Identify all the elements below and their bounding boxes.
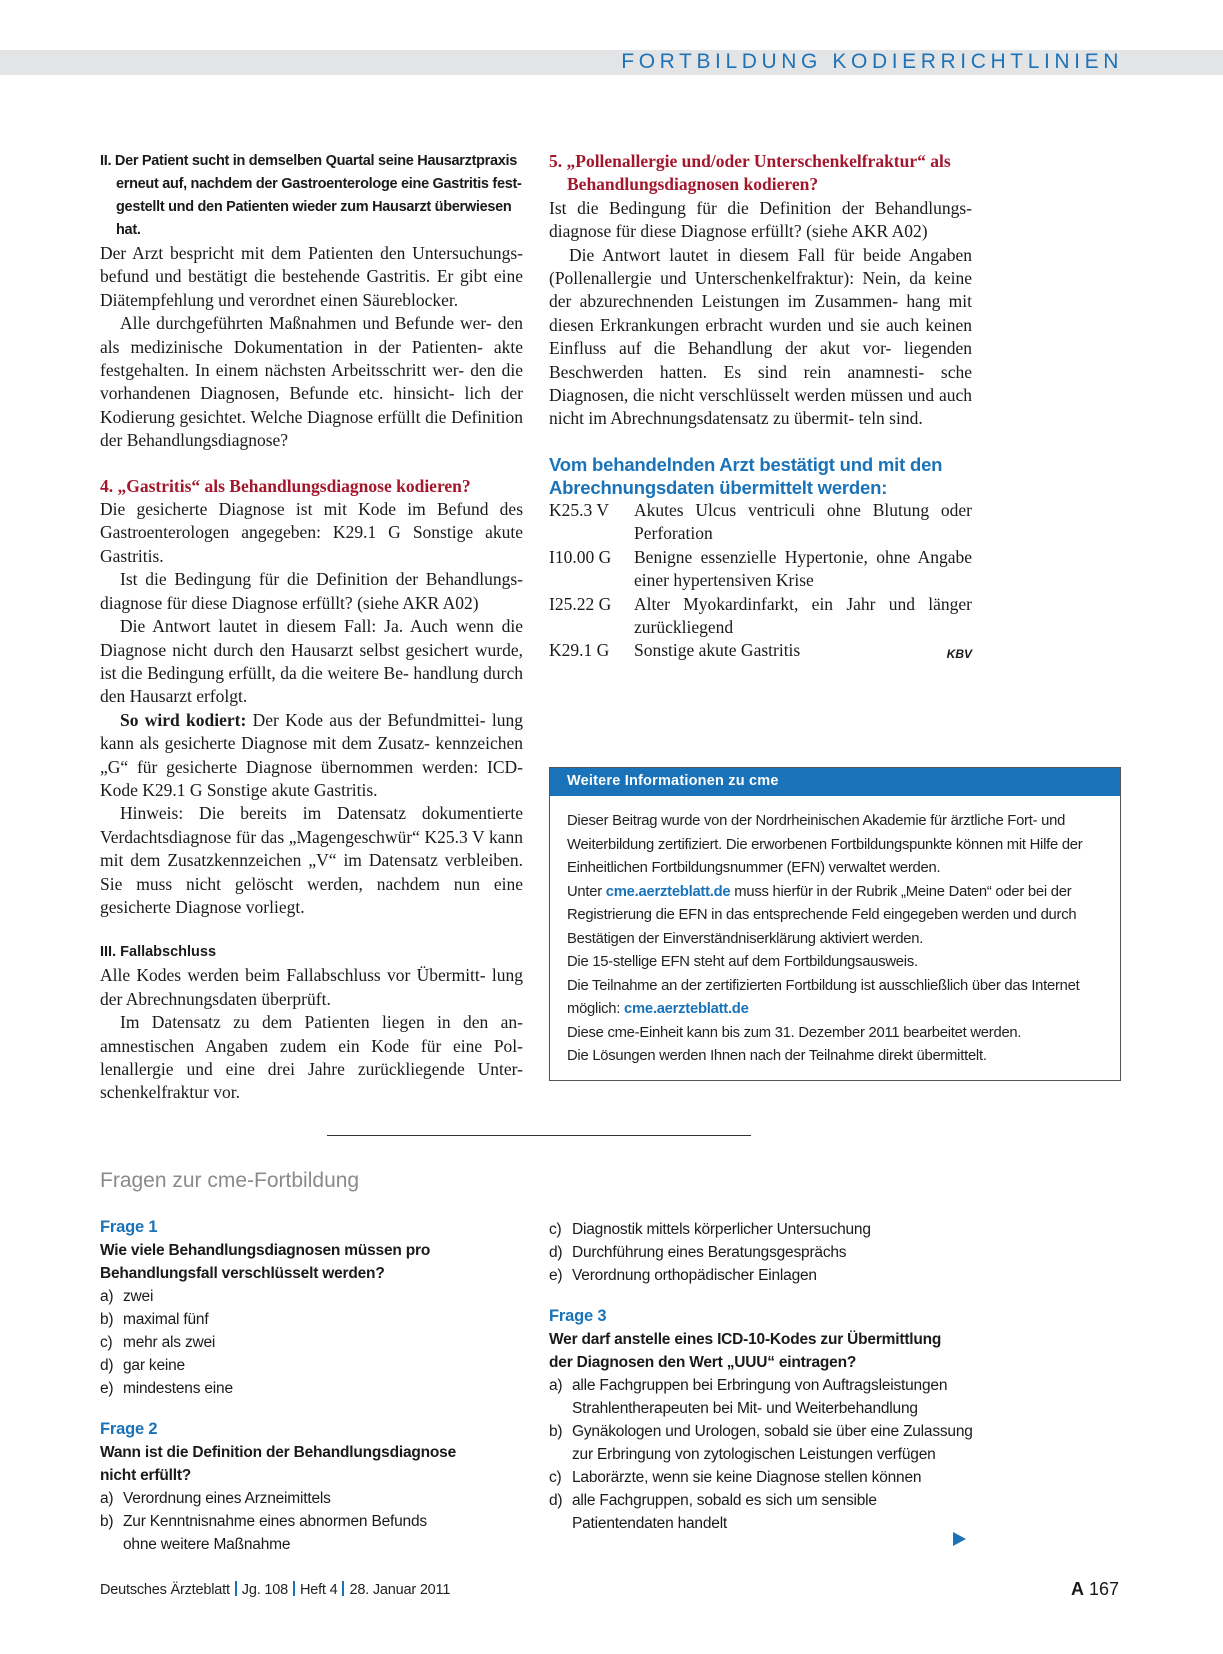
section-title: FORTBILDUNG KODIERRICHTLINIEN (621, 50, 1123, 73)
answer-option[interactable] (100, 1308, 520, 1331)
issue: Heft 4 (299, 1582, 338, 1598)
code-row (549, 639, 972, 666)
answer-text: alle Fachgruppen, sobald es sich um sensible Patientendaten handelt (572, 1492, 877, 1532)
answer-text: Durchführung eines Beratungsgesprächs (572, 1244, 847, 1261)
question-text: Wer darf anstelle eines ICD-10-Kodes zur Übermittlung der Diagnosen den Wert „UUU“ eintragen? (549, 1331, 942, 1371)
separator (293, 1581, 295, 1596)
answer-text: maximal fünf (123, 1311, 209, 1328)
answer-option[interactable] (549, 1420, 979, 1466)
paragraph: Im Datensatz zu dem Patienten liegen in den an- amnestischen Angaben zudem ein Kode für eine Pol- lenallergie und eine drei Jahre zurückliegende Unter- schenkelfraktur vor. (100, 1012, 523, 1103)
separator (235, 1581, 237, 1596)
answer-text: Zur Kenntnisnahme eines abnormen Befunds ohne weitere Maßnahme (123, 1513, 427, 1553)
info-text-part: muss hierfür in der Rubrik „Meine Daten“ oder bei der Registrierung die EFN in das entsprechende Feld eingegeben werden und durch Bestätigen der Einverständniserklärung aktiviert werden. (567, 883, 1077, 947)
footer (100, 1580, 450, 1600)
right-column (549, 150, 972, 667)
answer-option[interactable] (549, 1241, 989, 1264)
info-text: Die 15-stellige EFN steht auf dem Fortbildungsausweis. (567, 954, 918, 970)
answer-text: Diagnostik mittels körperlicher Untersuchung (572, 1221, 871, 1238)
answer-text: mehr als zwei (123, 1334, 216, 1351)
heading-4: 4. „Gastritis“ als Behandlungsdiagnose kodieren? (100, 475, 471, 496)
question-label: Frage 2 (100, 1420, 158, 1438)
paragraph: Die Antwort lautet in diesem Fall: Ja. Auch wenn die Diagnose nicht durch den Hausarzt selbst gesichert wurde, ist die Bedingung erfüllt, da die weitere Be- handlung durch den Hausarzt erfolgt. (100, 616, 523, 707)
answer-option[interactable] (100, 1487, 520, 1510)
paragraph: Alle Kodes werden beim Fallabschluss vor Übermitt- lung der Abrechnungsdaten überprüft. (100, 965, 523, 1009)
answer-letter: e) (100, 1380, 114, 1397)
icd-description: Akutes Ulcus ventriculi ohne Blutung oder Perforation (634, 499, 972, 544)
answer-text: zwei (123, 1288, 154, 1305)
answer-text: Gynäkologen und Urologen, sobald sie über eine Zulassung zur Erbringung von zytologischen Leistungen verfügen (572, 1423, 973, 1463)
divider (327, 1135, 751, 1136)
answer-option[interactable] (100, 1331, 520, 1354)
quiz-title: Fragen zur cme-Fortbildung (100, 1169, 360, 1192)
icd-description-text: Sonstige akute Gastritis (634, 640, 801, 661)
answer-letter: d) (549, 1492, 563, 1509)
separator (342, 1581, 344, 1596)
info-box-title: Weitere Informationen zu cme (550, 768, 1120, 796)
issue-date: 28. Januar 2011 (349, 1582, 451, 1598)
question-label: Frage 3 (549, 1307, 607, 1325)
page-number-value: 167 (1088, 1579, 1119, 1599)
answer-letter: b) (100, 1513, 114, 1530)
info-box-body (550, 796, 1120, 1069)
answer-text: gar keine (123, 1357, 185, 1374)
cme-info-box (549, 767, 1121, 1081)
quiz-column-left (100, 1216, 520, 1556)
quiz-column-right (549, 1218, 989, 1535)
answer-letter: a) (100, 1490, 114, 1507)
answer-letter: b) (100, 1311, 114, 1328)
answer-option[interactable] (100, 1377, 520, 1400)
question-text: Wann ist die Definition der Behandlungsdiagnose nicht erfüllt? (100, 1444, 457, 1484)
answer-option[interactable] (100, 1285, 520, 1308)
info-text: Dieser Beitrag wurde von der Nordrheinischen Akademie für ärztliche Fort- und Weiterbildung zertifiziert. Die erworbenen Fortbildungspunkte können mit Hilfe der Einheitlichen Fortbildungsnummer (EFN) verwaltet werden. (567, 813, 1083, 876)
icd-code: I25.22 G (549, 593, 612, 614)
answer-option[interactable] (549, 1489, 909, 1535)
paragraph: Die gesicherte Diagnose ist mit Kode im Befund des Gastroenterologen angegeben: K29.1 G Sonstige akute Gastritis. (100, 499, 523, 566)
info-text-part: Unter (567, 883, 606, 900)
icd-description: Alter Myokardinfarkt, ein Jahr und länger zurückliegend (634, 593, 972, 637)
volume: Jg. 108 (241, 1582, 288, 1598)
paragraph: Ist die Bedingung für die Definition der Behandlungs- diagnose für diese Diagnose erfüllt? (siehe AKR A02) (100, 569, 523, 613)
answer-text: Verordnung eines Arzneimittels (123, 1490, 331, 1507)
answer-letter: c) (549, 1469, 562, 1486)
answer-letter: a) (100, 1288, 114, 1305)
answer-text: alle Fachgruppen bei Erbringung von Auftragsleistungen Strahlentherapeuten bei Mit- und Weiterbehandlung (572, 1377, 948, 1417)
paragraph: Die Antwort lautet in diesem Fall für beide Angaben (Pollenallergie und Unterschenkelfraktur): Nein, da keine der abzurechnenden Leistungen im Zusammen- hang mit diesen Erkrankungen erbracht wurden und sie auch keinen Einfluss auf die Behandlung der akut vor- liegenden Beschwerden hatten. Es sind rein anamnesti- sche Diagnosen, die nicht verschlüsselt werden müssen und auch nicht im Abrechnungsdatensatz zu übermit- teln sind. (549, 244, 972, 429)
code-row (549, 546, 972, 593)
continue-arrow-icon (953, 1532, 966, 1546)
paragraph: Der Arzt bespricht mit dem Patienten den Untersuchungs- befund und bestätigt die bestehende Gastritis. Er gibt eine Diätempfehlung und verordnet einen Säureblocker. (100, 243, 523, 310)
journal-name: Deutsches Ärzteblatt (100, 1582, 230, 1598)
info-text (567, 975, 1100, 1022)
answer-letter: a) (549, 1377, 563, 1394)
info-text (567, 881, 1100, 952)
code-list (549, 499, 972, 667)
bold-lead: So wird kodiert: (120, 709, 247, 730)
paragraph: Alle durchgeführten Maßnahmen und Befunde wer- den als medizinische Dokumentation in der Patienten- akte festgehalten. In einem nächsten Arbeitsschritt wer- den die vorhandenen Diagnosen, Befunde etc. hinsicht- lich der Kodierung gesichtet. Welche Diagnose erfüllt die Definition der Behandlungsdiagnose? (100, 313, 523, 451)
icd-code: K25.3 V (549, 499, 609, 520)
question-label: Frage 1 (100, 1218, 158, 1236)
left-column (100, 150, 523, 1105)
answer-text: Verordnung orthopädischer Einlagen (572, 1267, 817, 1284)
answer-letter: d) (549, 1244, 563, 1261)
question-text: Wie viele Behandlungsdiagnosen müssen pro Behandlungsfall verschlüsselt werden? (100, 1242, 431, 1282)
paragraph-text: Der Kode aus der Befundmittei- lung kann als gesicherte Diagnose mit dem Zusatz- kennzeichen „G“ für gesicherte Diagnose übernommen werden: ICD-Kode K29.1 G Sonstige akute Gastritis. (100, 709, 523, 800)
heading-iii: III. Fallabschluss (100, 944, 217, 961)
paragraph (100, 709, 523, 803)
icd-code: K29.1 G (549, 640, 610, 661)
answer-option[interactable] (100, 1354, 520, 1377)
code-row (549, 593, 972, 640)
blue-heading: Vom behandelnden Arzt bestätigt und mit den Abrechnungsdaten übermittelt werden: (549, 453, 943, 498)
answer-option[interactable] (549, 1264, 989, 1287)
icd-code: I10.00 G (549, 546, 612, 567)
answer-text: mindestens eine (123, 1380, 233, 1397)
answer-letter: c) (100, 1334, 113, 1351)
answer-option[interactable] (549, 1466, 989, 1489)
heading-5: 5. „Pollenallergie und/oder Unterschenkelfraktur“ als Behandlungsdiagnosen kodieren? (549, 151, 951, 195)
page-prefix: A (1070, 1579, 1084, 1599)
paragraph: Hinweis: Die bereits im Datensatz dokumentierte Verdachtsdiagnose für das „Magengeschwür“ K25.3 V kann mit dem Zusatzkennzeichen „V“ im Datensatz verbleiben. Sie muss nicht gelöscht werden, nachdem nun eine gesicherte Diagnose vorliegt. (100, 803, 523, 917)
cme-link[interactable]: cme.aerzteblatt.de (623, 1001, 749, 1017)
answer-text: Laborärzte, wenn sie keine Diagnose stellen können (572, 1469, 922, 1486)
cme-link[interactable]: cme.aerzteblatt.de (605, 883, 731, 900)
source-credit: KBV (946, 647, 972, 662)
paragraph: Ist die Bedingung für die Definition der Behandlungs- diagnose für diese Diagnose erfüllt? (siehe AKR A02) (549, 197, 972, 242)
answer-letter: c) (549, 1221, 562, 1238)
answer-option[interactable] (549, 1218, 989, 1241)
info-text: Diese cme-Einheit kann bis zum 31. Dezember 2011 bearbeitet werden. (567, 1024, 1022, 1041)
answer-option[interactable] (549, 1374, 969, 1420)
info-text: Die Lösungen werden Ihnen nach der Teilnahme direkt übermittelt. (567, 1048, 987, 1064)
page-number (1071, 1578, 1119, 1600)
answer-option[interactable] (100, 1510, 460, 1556)
info-text-part: Die Teilnahme an der zertifizierten Fortbildung ist ausschließlich über das Internet möglich: (567, 977, 1080, 1017)
icd-description (634, 639, 972, 666)
answer-letter: b) (549, 1423, 563, 1440)
answer-letter: d) (100, 1357, 114, 1374)
answer-letter: e) (549, 1267, 563, 1284)
icd-description: Benigne essenzielle Hypertonie, ohne Angabe einer hypertensiven Krise (634, 546, 972, 591)
case-lead-ii: II. Der Patient sucht in demselben Quartal seine Hausarztpraxis erneut auf, nachdem der Gastroenterologe eine Gastritis fest- gestellt und den Patienten wieder zum Hausarzt überwiesen hat. (100, 153, 522, 238)
code-row (549, 499, 972, 546)
